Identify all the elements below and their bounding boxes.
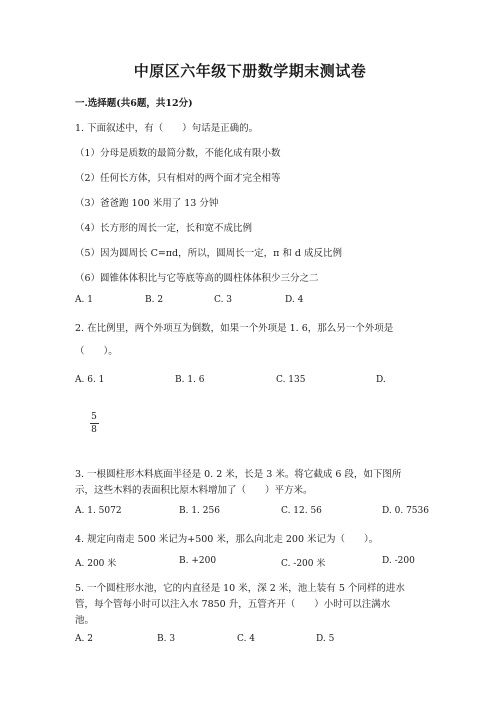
- question-1-item-1: （1）分母是质数的最简分数，不能化成有限小数: [75, 148, 281, 159]
- question-2-option-c: C. 135: [276, 375, 306, 385]
- question-2-line-1: 2. 在比例里，两个外项互为倒数，如果一个外项是 1. 6，那么另一个外项是: [75, 323, 394, 334]
- question-5-option-a: A. 2: [75, 634, 93, 644]
- question-3-line-2: 示，这些木料的表面积比原木料增加了（ ）平方米。: [75, 485, 313, 496]
- question-5-option-d: D. 5: [316, 634, 335, 644]
- fraction-bar: [90, 423, 99, 424]
- question-4-option-a: A. 200 米: [75, 559, 117, 569]
- question-2-option-d: D.: [376, 375, 386, 385]
- page-title: 中原区六年级下册数学期末测试卷: [133, 62, 367, 80]
- question-2-line-2: （ ）。: [75, 346, 118, 357]
- question-5-line-2: 管，每个管每小时可以注入水 7850 升，五管齐开（ ）小时可以注满水: [75, 599, 391, 610]
- question-1-option-c: C. 3: [214, 295, 233, 305]
- question-3-option-d: D. 0. 7536: [382, 506, 429, 516]
- question-1-item-4: （4）长方形的周长一定，长和宽不成比例: [75, 223, 253, 234]
- question-5-line-1: 5. 一个圆柱形水池，它的内直径是 10 米，深 2 米，池上装有 5 个同样的进水: [75, 583, 405, 594]
- question-5-line-3: 池。: [75, 615, 95, 626]
- question-5-option-b: B. 3: [157, 634, 176, 644]
- question-1-option-b: B. 2: [145, 295, 164, 305]
- question-1-item-3: （3）爸爸跑 100 米用了 13 分钟: [75, 198, 219, 209]
- question-1-item-2: （2）任何长方体，只有相对的两个面才完全相等: [75, 173, 281, 184]
- question-4-option-b: B. +200: [179, 556, 217, 566]
- section-heading: 一.选择题(共6题，共12分): [75, 98, 193, 109]
- question-3-option-b: B. 1. 256: [179, 506, 220, 516]
- question-1-option-a: A. 1: [75, 295, 93, 305]
- question-2-option-a: A. 6. 1: [75, 375, 105, 385]
- question-1-stem: 1. 下面叙述中，有（ ）句话是正确的。: [75, 123, 259, 134]
- question-1-item-6: （6）圆锥体体积比与它等底等高的圆柱体体积少三分之二: [75, 273, 319, 284]
- question-5-option-c: C. 4: [237, 634, 256, 644]
- fraction-denominator: 8: [91, 425, 97, 435]
- question-1-item-5: （5）因为圆周长 C=πd，所以，圆周长一定，π 和 d 成反比例: [75, 248, 343, 259]
- question-1-option-d: D. 4: [285, 295, 304, 305]
- question-3-option-a: A. 1. 5072: [75, 506, 122, 516]
- question-3-line-1: 3. 一根圆柱形木料底面半径是 0. 2 米，长是 3 米。将它截成 6 段，如下图所: [75, 469, 402, 480]
- question-3-option-c: C. 12. 56: [281, 506, 322, 516]
- question-4-option-c: C. -200 米: [281, 559, 326, 569]
- question-4-option-d: D. -200: [382, 556, 415, 566]
- fraction-numerator: 5: [91, 412, 97, 422]
- question-4-stem: 4. 规定向南走 500 米记为+500 米，那么向北走 200 米记为（ ）。: [75, 534, 379, 545]
- question-2-fraction: [88, 412, 100, 435]
- question-2-option-b: B. 1. 6: [175, 375, 205, 385]
